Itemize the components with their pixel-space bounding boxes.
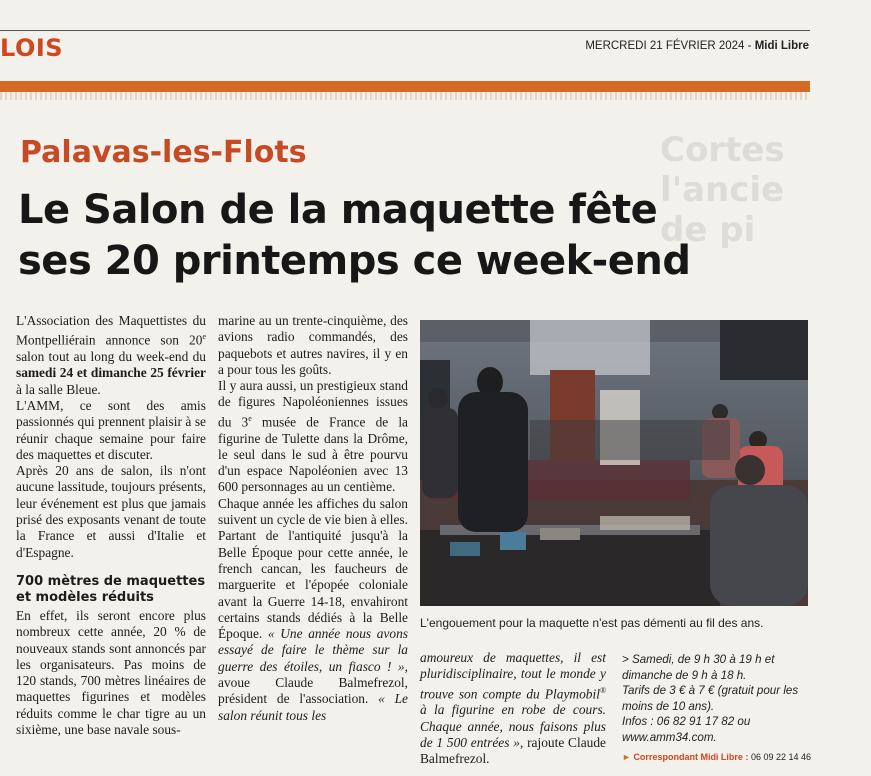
bleed-through-text: Cortes l'ancie de pi (660, 130, 785, 250)
photo-caption: L'engouement pour la maquette n'est pas démenti au fil des ans. (420, 616, 764, 630)
headline-line-2: ses 20 printemps ce week-end (18, 238, 691, 284)
paragraph: L'AMM, ce sont des amis passionnés qui prennent plaisir à se réunir chaque semaine pour faire des maquettes et discuter. (16, 397, 206, 462)
paragraph: L'Association des Maquettistes du Montpelliérain annonce son 20e salon tout au long du week-end du samedi 24 et dimanche 25 février à la salle Bleue. (16, 313, 206, 397)
exhibition-hall-photo (420, 320, 808, 606)
article-column-1 (16, 313, 206, 738)
article-headline (18, 185, 798, 287)
event-info-box (622, 652, 808, 745)
section-name: LOIS (0, 34, 64, 62)
article-photo (420, 320, 808, 606)
event-hours: > Samedi, de 9 h 30 à 19 h et dimanche de 9 h à 18 h. (622, 653, 775, 682)
publication-date: MERCREDI 21 FÉVRIER 2024 - (585, 40, 752, 52)
article-column-3: amoureux de maquettes, il est pluridisciplinaire, tout le monde y trouve son compte du Playmobil® à la figurine en robe de cours. Chaque année, nous faisons plus de 1 500 entrées », rajoute Claude Balmefrezol. (420, 650, 606, 767)
paragraph: Chaque année les affiches du salon suivent un cycle de vie bien à elles. Partant de l'antiquité jusqu'à la Belle Époque pour cette année, le french cancan, les faucheurs de marguerite et l'épopée coloniale avant la Guerre 14-18, envahiront certains stands dédiés à la Belle Époque. « Une année nous avons essayé de faire le thème sur la guerre des étoiles, un fiasco ! », avoue Claude Balmefrezol, président de l'association. « Le salon réunit tous les (218, 495, 408, 723)
paragraph: En effet, ils seront encore plus nombreux cette année, 20 % de nouveaux stands sont annoncés par les organisateurs. Pas moins de 120 stands, 700 mètres linéaires de maquettes figurines et modèles réduits comme le char tigre au un sixième, une base navale sous- (16, 607, 206, 737)
dateline (585, 40, 809, 52)
article-column-2 (218, 313, 408, 724)
headline-line-1: Le Salon de la maquette fête (18, 187, 658, 233)
article-kicker: Palavas-les-Flots (20, 135, 307, 170)
correspondent-phone: 06 09 22 14 46 (750, 752, 812, 762)
section-color-bar (0, 81, 810, 92)
correspondent-label: Correspondant Midi Libre : (633, 752, 749, 762)
header-rule (0, 30, 810, 31)
newspaper-name: Midi Libre (754, 40, 809, 52)
event-phone: Infos : 06 82 91 17 82 ou (622, 715, 751, 728)
paragraph: Après 20 ans de salon, ils n'ont aucune lassitude, toujours présents, leur événement est plus que jamais prisé des exposants venant de toute la France et aussi d'Italie et d'Espagne. (16, 463, 206, 560)
correspondent-credit (622, 752, 811, 762)
paper-texture-strip (0, 92, 810, 100)
event-website[interactable]: www.amm34.com. (622, 730, 717, 744)
paragraph: marine au un trente-cinquième, des avions radio commandés, des paquebots et autres navires, il y en a pour tous les goûts. (218, 313, 408, 377)
paragraph: Il y aura aussi, un prestigieux stand de figures Napoléoniennes issues du 3e musée de France de la figurine de Tulette dans la Drôme, le seul dans le sud à être pourvu d'un espace Napoléonien avec 13 600 personnages au un centième. (218, 378, 408, 495)
triangle-bullet-icon: ► (622, 752, 631, 762)
event-prices: Tarifs de 3 € à 7 € (gratuit pour les moins de 10 ans). (622, 684, 799, 713)
article-subhead: 700 mètres de maquettes et modèles réduits (16, 573, 206, 605)
